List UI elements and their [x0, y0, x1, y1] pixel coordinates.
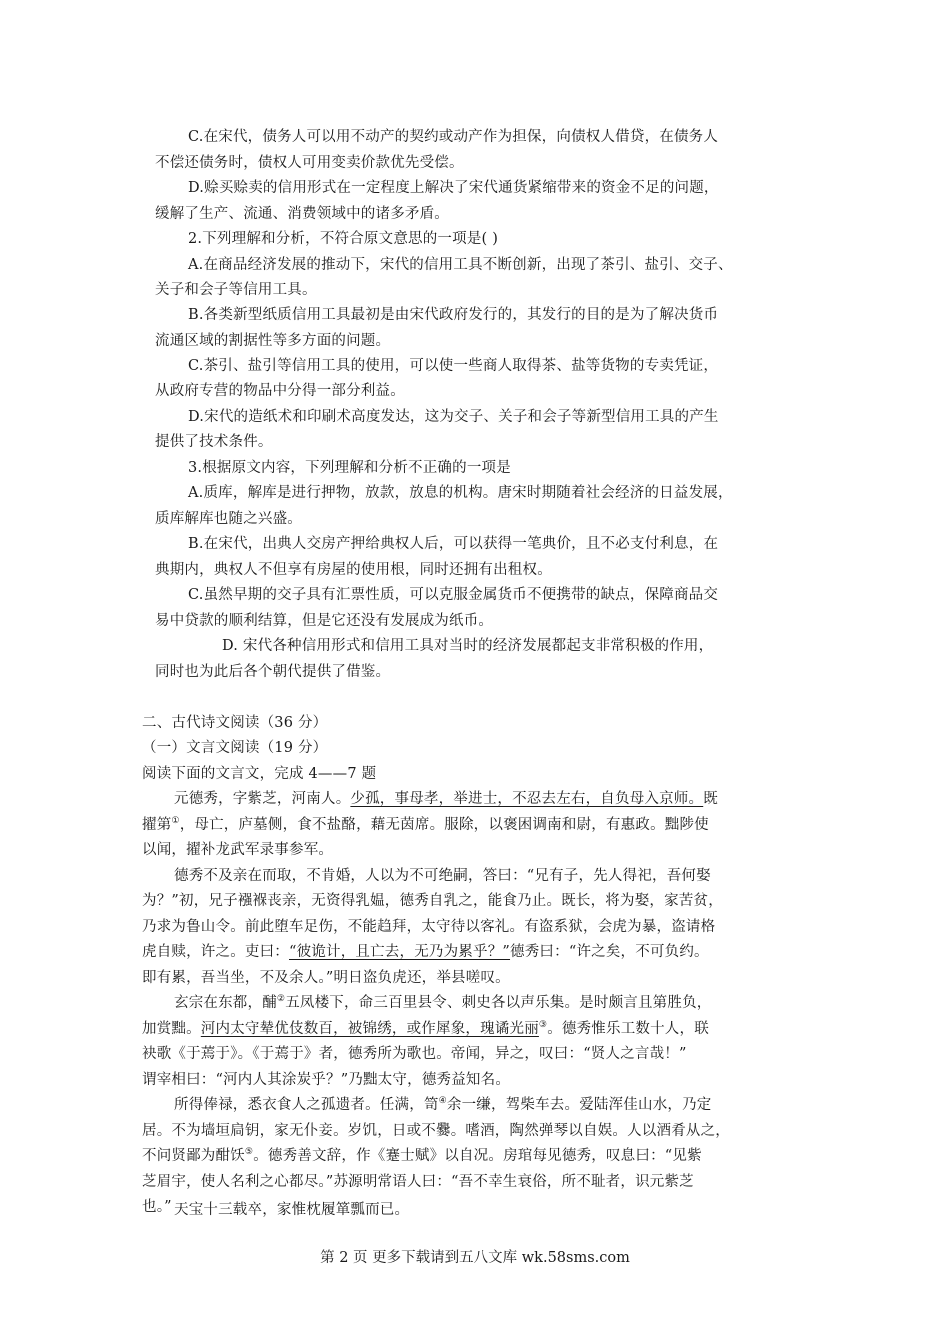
underlined-sentence-2: “彼诡计，且亡去，无乃为累乎？” [289, 944, 511, 960]
footnote-mark-1: ① [171, 816, 180, 827]
q2-option-a-line1: A.在商品经济发展的推动下，宋代的信用工具不断创新，出现了茶引、盐引、交子、 [188, 257, 733, 273]
footnote-mark-4: ④ [438, 1096, 447, 1107]
q3-option-a-line2: 质库解库也随之兴盛。 [155, 511, 302, 527]
q3-option-b-line2: 典期内，典权人不但享有房屋的使用根，同时还拥有出租权。 [155, 562, 552, 578]
passage-p1-line3: 以闻，擢补龙武军录事参军。 [142, 842, 334, 858]
subsection-title: （一）文言文阅读（19 分） [142, 740, 328, 756]
page-footer: 第 2 页 更多下载请到五八文库 wk.58sms.com [320, 1250, 630, 1266]
q2-stem: 2.下列理解和分析，不符合原文意思的一项是( ) [188, 231, 499, 247]
q2-option-d-line1: D.宋代的造纸术和印刷术高度发达，这为交子、关子和会子等新型信用工具的产生 [188, 409, 719, 425]
q3-option-d-line1: D. 宋代各种信用形式和信用工具对当时的经济发展都起支非常积极的作用， [222, 638, 714, 654]
reading-instruction: 阅读下面的文言文，完成 4——7 题 [142, 766, 377, 782]
q2-option-b-line2: 流通区域的割据性等多方面的问题。 [155, 333, 391, 349]
passage-p3-line4: 谓宰相曰：“河内人其涂炭乎？”乃黜太守，德秀益知名。 [142, 1072, 511, 1088]
passage-p5-line1: 天宝十三载卒，家惟枕履箪瓢而已。 [174, 1202, 410, 1218]
section-title: 二、古代诗文阅读（36 分） [142, 715, 328, 731]
q3-option-c-line1: C.虽然早期的交子具有汇票性质，可以克服金属货币不便携带的缺点，保障商品交 [188, 587, 719, 603]
q2-option-c-line1: C.茶引、盐引等信用工具的使用，可以使一些商人取得茶、盐等货物的专卖凭证， [188, 358, 719, 374]
q2-option-a-line2: 关子和会子等信用工具。 [155, 282, 317, 298]
passage-p4-line2: 居。不为墙垣扃钥，家无仆妾。岁饥，日或不爨。嗜酒，陶然弹琴以自娱。人以酒肴从之， [142, 1123, 730, 1139]
passage-p4-line5: 也。” [142, 1199, 172, 1215]
underlined-sentence-1: 少孤，事母孝，举进士，不忍去左右，自负母入京师。 [350, 791, 704, 807]
q1-option-c-line1: C.在宋代，债务人可以用不动产的契约或动产作为担保，向债权人借贷，在债务人 [188, 129, 719, 145]
underlined-sentence-3: 河内太守辇优伎数百，被锦绣，或作犀象，瑰谲光丽 [200, 1021, 539, 1037]
q3-option-b-line1: B.在宋代，出典人交房产押给典权人后，可以获得一笔典价，且不必支付利息，在 [188, 536, 719, 552]
q3-stem: 3.根据原文内容，下列理解和分析不正确的一项是 [188, 460, 511, 476]
passage-p3-line1: 玄宗在东都，酺②五凤楼下，命三百里县令、刺史各以声乐集。是时颇言且第胜负， [174, 994, 712, 1011]
passage-p4-line4: 芝眉宇，使人名利之心都尽。”苏源明常语人曰：“吾不幸生衰俗，所不耻者，识元紫芝 [142, 1174, 694, 1190]
passage-p3-line3: 袂歌《于蔫于》。《于蔫于》者，德秀所为歌也。帝闻，异之，叹曰：“贤人之言哉！” [142, 1046, 687, 1062]
passage-p4-line3: 不问贤鄙为酣饫⑤。德秀善文辞，作《蹇士赋》以自况。房琯每见德秀，叹息曰：“见紫 [142, 1147, 702, 1164]
footnote-mark-2: ② [276, 994, 286, 1005]
passage-p2-line1: 德秀不及亲在而取，不肯婚，人以为不可绝嗣，答曰：“兄有子，先人得祀，吾何娶 [174, 868, 711, 884]
q1-option-d-line2: 缓解了生产、流通、消费领域中的诸多矛盾。 [155, 206, 449, 222]
passage-p2-line2: 为？”初，兄子襁褓丧亲，无资得乳媪，德秀自乳之，能食乃止。既长，将为娶，家苦贫， [142, 893, 723, 909]
passage-p2-line5: 即有累，吾当坐，不及余人。”明日盗负虎还，举县嗟叹。 [142, 970, 510, 986]
passage-p1-line2: 擢第①，母亡，庐墓侧，食不盐酪，藉无茵席。服除，以褒困调南和尉，有惠政。黜陟使 [142, 816, 709, 833]
footnote-mark-5: ⑤ [244, 1147, 254, 1158]
footnote-mark-3: ③ [538, 1020, 548, 1031]
passage-p1-line1: 元德秀，字紫芝，河南人。少孤，事母孝，举进士，不忍去左右，自负母入京师。既 [174, 791, 718, 807]
passage-p3-line2: 加赏黜。河内太守辇优伎数百，被锦绣，或作犀象，瑰谲光丽③。德秀惟乐工数十人，联 [142, 1020, 709, 1037]
q2-option-c-line2: 从政府专营的物品中分得一部分利益。 [155, 383, 405, 399]
q3-option-d-line2: 同时也为此后各个朝代提供了借鉴。 [155, 664, 391, 680]
passage-p2-line3: 乃求为鲁山令。前此堕车足伤，不能趋拜，太守待以客礼。有盗系狱，会虎为暴，盗请格 [142, 919, 716, 935]
q1-option-c-line2: 不偿还债务时，债权人可用变卖价款优先受偿。 [155, 155, 464, 171]
q2-option-d-line2: 提供了技术条件。 [155, 434, 273, 450]
passage-p4-line1: 所得俸禄，悉衣食人之孤遗者。任满，笥④余一缣，驾柴车去。爱陆浑佳山水，乃定 [174, 1096, 712, 1113]
q3-option-a-line1: A.质库，解库是进行押物，放款，放息的机构。唐宋时期随着社会经济的日益发展， [188, 485, 733, 501]
q3-option-c-line2: 易中贷款的顺利结算，但是它还没有发展成为纸币。 [155, 613, 494, 629]
q2-option-b-line1: B.各类新型纸质信用工具最初是由宋代政府发行的，其发行的目的是为了解决货币 [188, 307, 719, 323]
q1-option-d-line1: D.赊买赊卖的信用形式在一定程度上解决了宋代通货紧缩带来的资金不足的问题， [188, 180, 719, 196]
passage-p2-line4: 虎自赎，许之。吏曰：“彼诡计，且亡去，无乃为累乎？”德秀曰：“许之矣，不可负约。 [142, 944, 709, 960]
